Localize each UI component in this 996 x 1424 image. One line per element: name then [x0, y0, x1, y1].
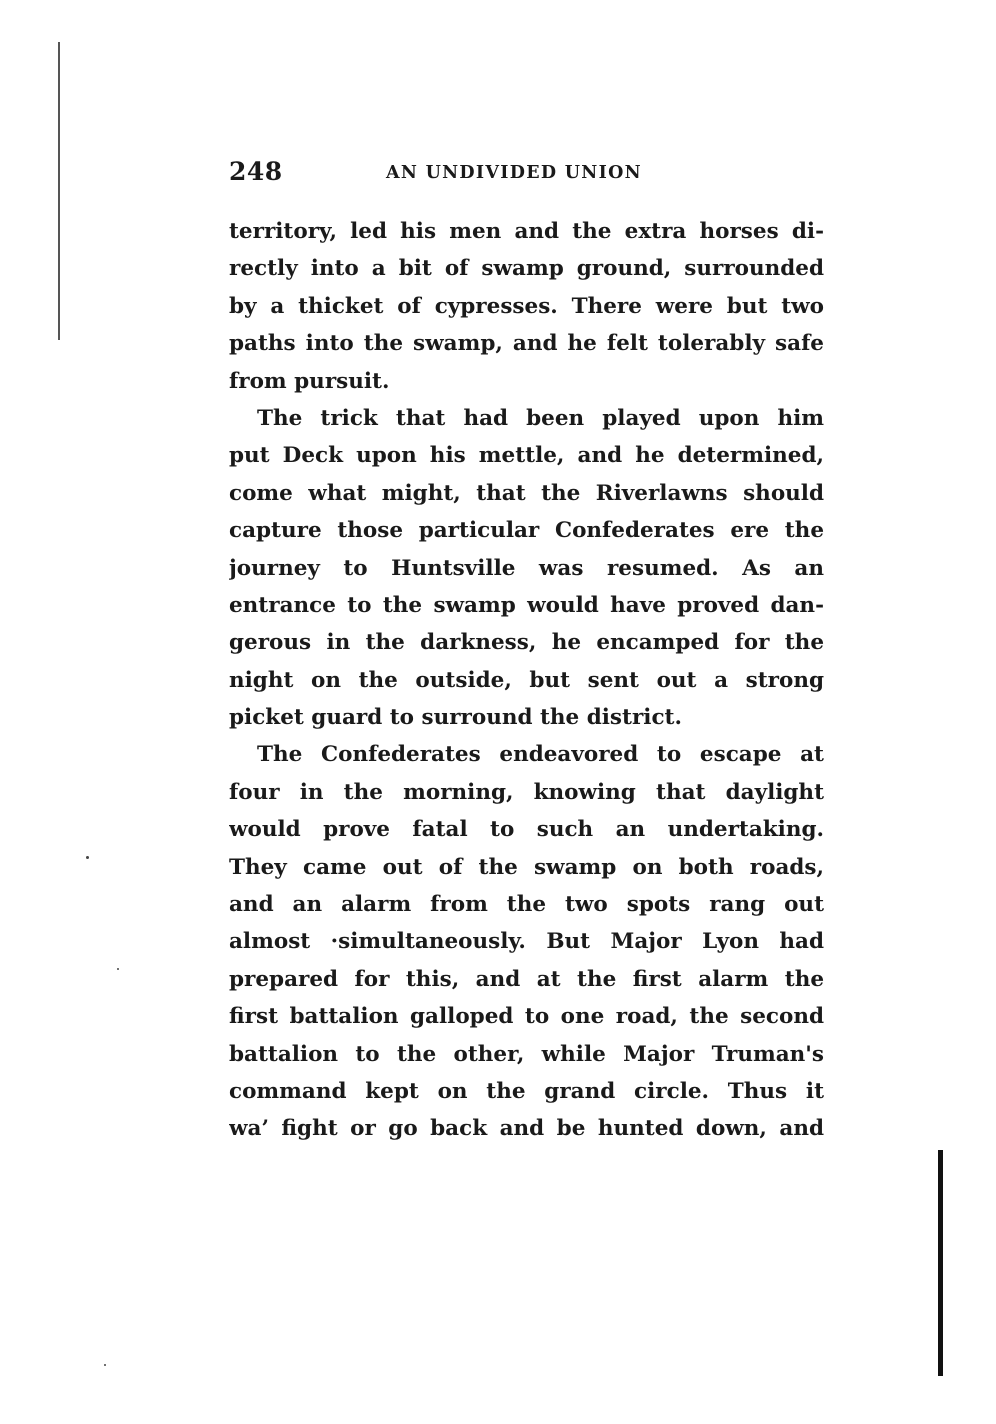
text-line: night on the outside, but sent out a strong	[229, 667, 824, 693]
text-line: almost ·simultaneously. But Major Lyon had	[229, 929, 824, 955]
scan-speck	[104, 1364, 106, 1366]
text-line: command kept on the grand circle. Thus it	[229, 1078, 824, 1104]
scan-edge-line-left	[58, 42, 60, 340]
running-head	[229, 157, 824, 193]
text-line: battalion to the other, while Major Truman's	[229, 1041, 824, 1067]
text-line: picket guard to surround the district.	[229, 705, 682, 731]
paragraph-first-line: The Confederates endeavored to escape at	[257, 742, 824, 768]
text-line: come what might, that the Riverlawns should	[229, 480, 824, 506]
text-line: entrance to the swamp would have proved dan-	[229, 592, 824, 618]
running-title: AN UNDIVIDED UNION	[386, 163, 642, 183]
text-line: by a thicket of cypresses. There were but two	[229, 293, 824, 319]
text-line: gerous in the darkness, he encamped for the	[229, 630, 824, 656]
page-number: 248	[229, 157, 283, 186]
text-line: rectly into a bit of swamp ground, surrounded	[229, 256, 824, 282]
text-line: wa’ fight or go back and be hunted down, and	[229, 1116, 824, 1142]
text-line: would prove fatal to such an undertaking.	[229, 817, 824, 843]
text-line: from pursuit.	[229, 368, 390, 394]
text-line: They came out of the swamp on both roads,	[229, 854, 824, 880]
text-line: put Deck upon his mettle, and he determined,	[229, 443, 824, 469]
text-line: capture those particular Confederates ere the	[229, 518, 824, 544]
body-text	[229, 213, 824, 1148]
text-line: territory, led his men and the extra horses di-	[229, 219, 824, 244]
text-line: and an alarm from the two spots rang out	[229, 892, 824, 918]
text-line: journey to Huntsville was resumed. As an	[229, 555, 824, 581]
text-line: first battalion galloped to one road, the second	[229, 1004, 824, 1030]
text-line: four in the morning, knowing that daylight	[229, 779, 824, 805]
text-line: prepared for this, and at the first alarm the	[229, 966, 824, 992]
scan-edge-line-right	[938, 1150, 943, 1376]
scan-speck	[117, 968, 119, 970]
scan-speck	[86, 856, 89, 859]
paragraph-first-line: The trick that had been played upon him	[257, 405, 824, 431]
text-line: paths into the swamp, and he felt tolerably safe	[229, 331, 824, 357]
